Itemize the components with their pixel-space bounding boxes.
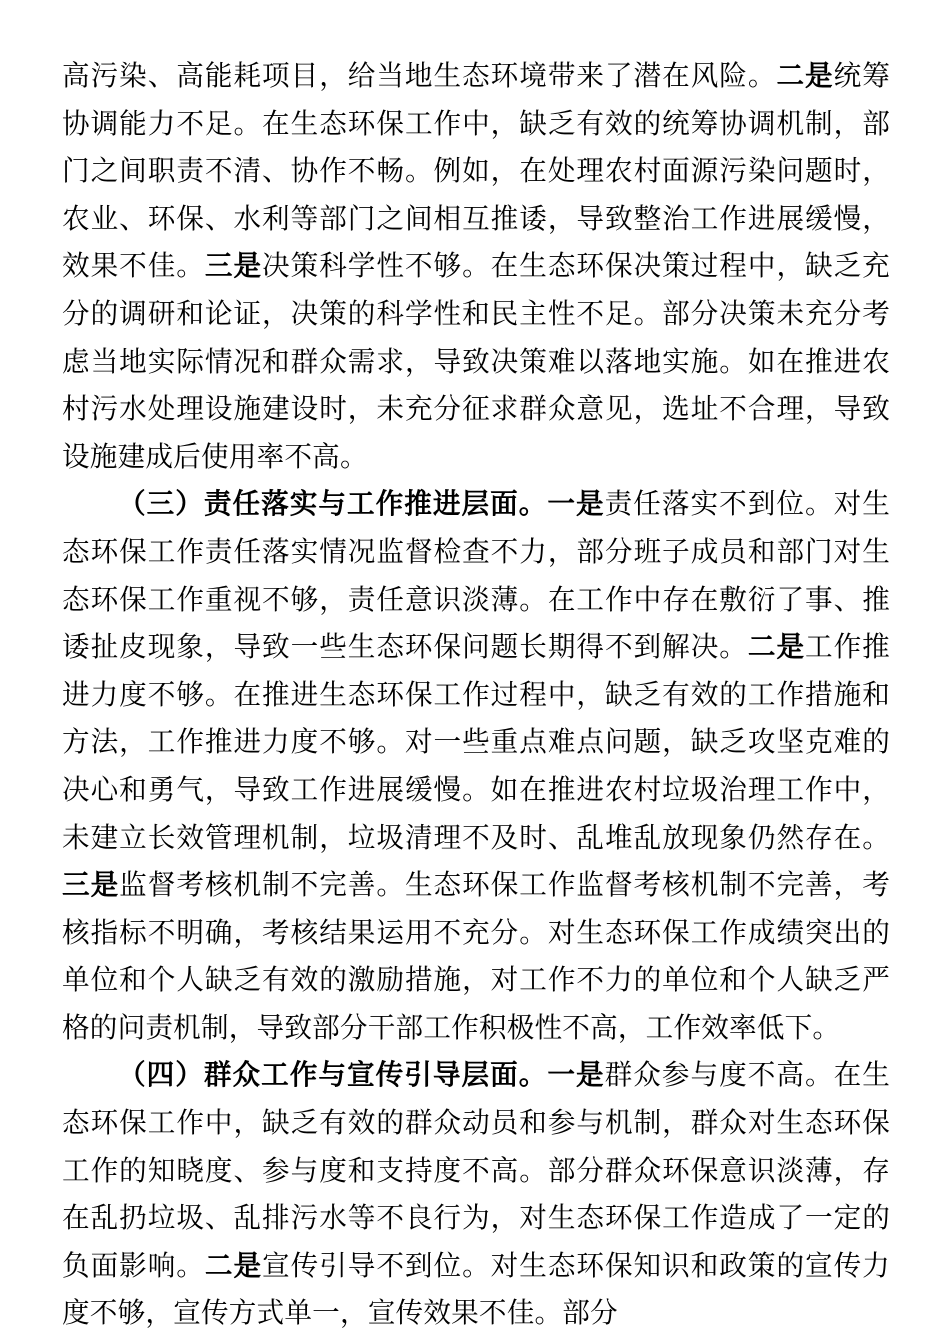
text-run: 监督考核机制不完善。生态环保工作监督考核机制不完善，考核指标不明确，考核结果运用不充分。对生态环保工作成绩突出的单位和个人缺乏有效的激励措施，对工作不力的单位和个人缺乏严格的问责机制，导致部分干部工作积极性不高，工作效率低下。 (62, 869, 891, 1043)
text-run: 群众参与度不高。在生态环保工作中，缺乏有效的群众动员和参与机制，群众对生态环保工作的知晓度、参与度和支持度不高。部分群众环保意识淡薄，存在乱扔垃圾、乱排污水等不良行为，对生态环保工作造成了一定的负面影响。 (62, 1059, 890, 1281)
text-run: 责任落实不到位。对生态环保工作责任落实情况监督检查不力，部分班子成员和部门对生态环保工作重视不够，责任意识淡薄。在工作中存在敷衍了事、推诿扯皮现象，导致一些生态环保问题长期得不到解决。 (62, 488, 890, 663)
emphasis-run: 二是 (776, 60, 834, 91)
emphasis-run: （三）责任落实与工作推进层面。 (118, 488, 548, 520)
emphasis-run: 一是 (547, 1059, 605, 1091)
text-run: 工作推进力度不够。在推进生态环保工作过程中，缺乏有效的工作措施和方法，工作推进力度不够。对一些重点难点问题，缺乏攻坚克难的决心和勇气，导致工作进展缓慢。如在推进农村垃圾治理工作中，未建立长效管理机制，垃圾清理不及时、乱堆乱放现象仍然存在。 (62, 631, 890, 853)
emphasis-run: （四）群众工作与宣传引导层面。 (118, 1059, 548, 1091)
emphasis-run: 二是 (747, 631, 806, 663)
emphasis-run: 三是 (62, 869, 120, 901)
text-run: 决策科学性不够。在生态环保决策过程中，缺乏充分的调研和论证，决策的科学性和民主性不足。部分决策未充分考虑当地实际情况和群众需求，导致决策难以落地实施。如在推进农村污水处理设施建设时，未充分征求群众意见，选址不合理，导致设施建成后使用率不高。 (62, 250, 890, 472)
para-continuation (62, 52, 890, 480)
text-run: 宣传引导不到位。对生态环保知识和政策的宣传力度不够，宣传方式单一，宣传效果不佳。部分 (62, 1249, 890, 1329)
text-run: 高污染、高能耗项目，给当地生态环境带来了潜在风险。 (62, 60, 777, 91)
para-section-four (62, 1051, 890, 1337)
emphasis-run: 三是 (204, 250, 263, 282)
emphasis-run: 二是 (204, 1249, 263, 1281)
emphasis-run: 一是 (547, 488, 605, 520)
document-body-text (62, 52, 890, 1337)
para-section-three (62, 480, 890, 1051)
text-run: 统筹协调能力不足。在生态环保工作中，缺乏有效的统筹协调机制，部门之间职责不清、协作不畅。例如，在处理农村面源污染问题时，农业、环保、水利等部门之间相互推诿，导致整治工作进展缓慢，效果不佳。 (62, 60, 890, 282)
